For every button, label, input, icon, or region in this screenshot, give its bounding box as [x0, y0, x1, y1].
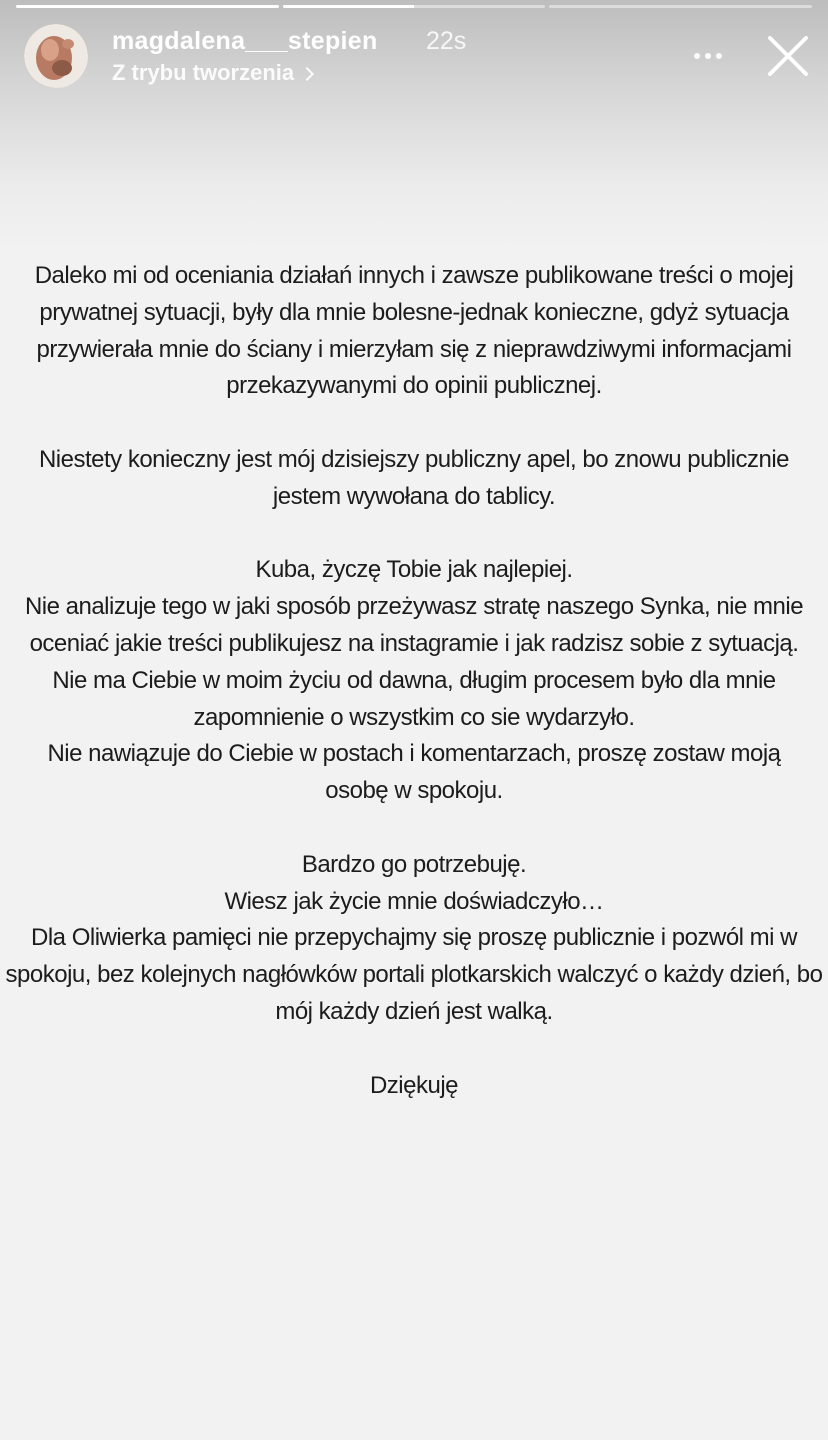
avatar-image	[24, 24, 88, 88]
story-time: 22s	[426, 27, 467, 55]
paragraph-line: Nie nawiązuje do Ciebie w postach i komentarzach, proszę zostaw moją osobę w spokoju.	[47, 740, 781, 805]
story-header	[24, 24, 814, 88]
story-source-link[interactable]	[112, 60, 312, 86]
more-horizontal-icon	[694, 53, 700, 59]
paragraph: Dziękuję	[369, 1071, 459, 1099]
progress-segment	[549, 5, 812, 8]
more-options-button[interactable]	[688, 40, 728, 72]
paragraph-line: Nie ma Ciebie w moim życiu od dawna, długim procesem było dla mnie zapomnienie o wszystkim co sie wydarzyło.	[52, 666, 776, 731]
paragraph-line: Kuba, życzę Tobie jak najlepiej.	[255, 556, 573, 584]
paragraph: Niestety konieczny jest mój dzisiejszy publiczny apel, bo znowu publicznie jestem wywołana do tablicy.	[38, 445, 790, 510]
progress-segment	[16, 5, 279, 8]
paragraph-line: Wiesz jak życie mnie doświadczyło…	[224, 887, 604, 915]
progress-segment	[283, 5, 546, 8]
story-text-content	[0, 258, 828, 1104]
username[interactable]: magdalena___stepien	[112, 27, 378, 55]
paragraph-line: Nie analizuje tego w jaki sposób przeżywasz stratę naszego Synka, nie mnie oceniać jakie treści publikujesz na instagramie i jak radzisz sobie z sytuacją.	[24, 593, 804, 657]
chevron-right-icon	[300, 66, 314, 80]
story-source-label: Z trybu tworzenia	[112, 60, 295, 85]
close-button[interactable]	[764, 32, 812, 80]
story-progress-bars	[16, 5, 812, 8]
more-horizontal-icon	[716, 53, 722, 59]
paragraph-line: Bardzo go potrzebuję.	[301, 850, 527, 878]
close-icon	[764, 32, 812, 80]
paragraph-line: Dla Oliwierka pamięci nie przepychajmy się proszę publicznie i pozwól mi w spokoju, bez kolejnych nagłówków portali plotkarskich walczyć o każdy dzień, bo mój każdy dzień jest walką.	[5, 924, 823, 1025]
paragraph: Daleko mi od oceniania działań innych i zawsze publikowane treści o mojej prywatnej sytuacji, były dla mnie bolesne-jednak konieczne, gdyż sytuacja przywierała mnie do ściany i mierzyłam się z nieprawdziwymi informacjami przekazywanymi do opinii publicznej.	[34, 262, 794, 400]
avatar[interactable]	[24, 24, 88, 88]
more-horizontal-icon	[705, 53, 711, 59]
